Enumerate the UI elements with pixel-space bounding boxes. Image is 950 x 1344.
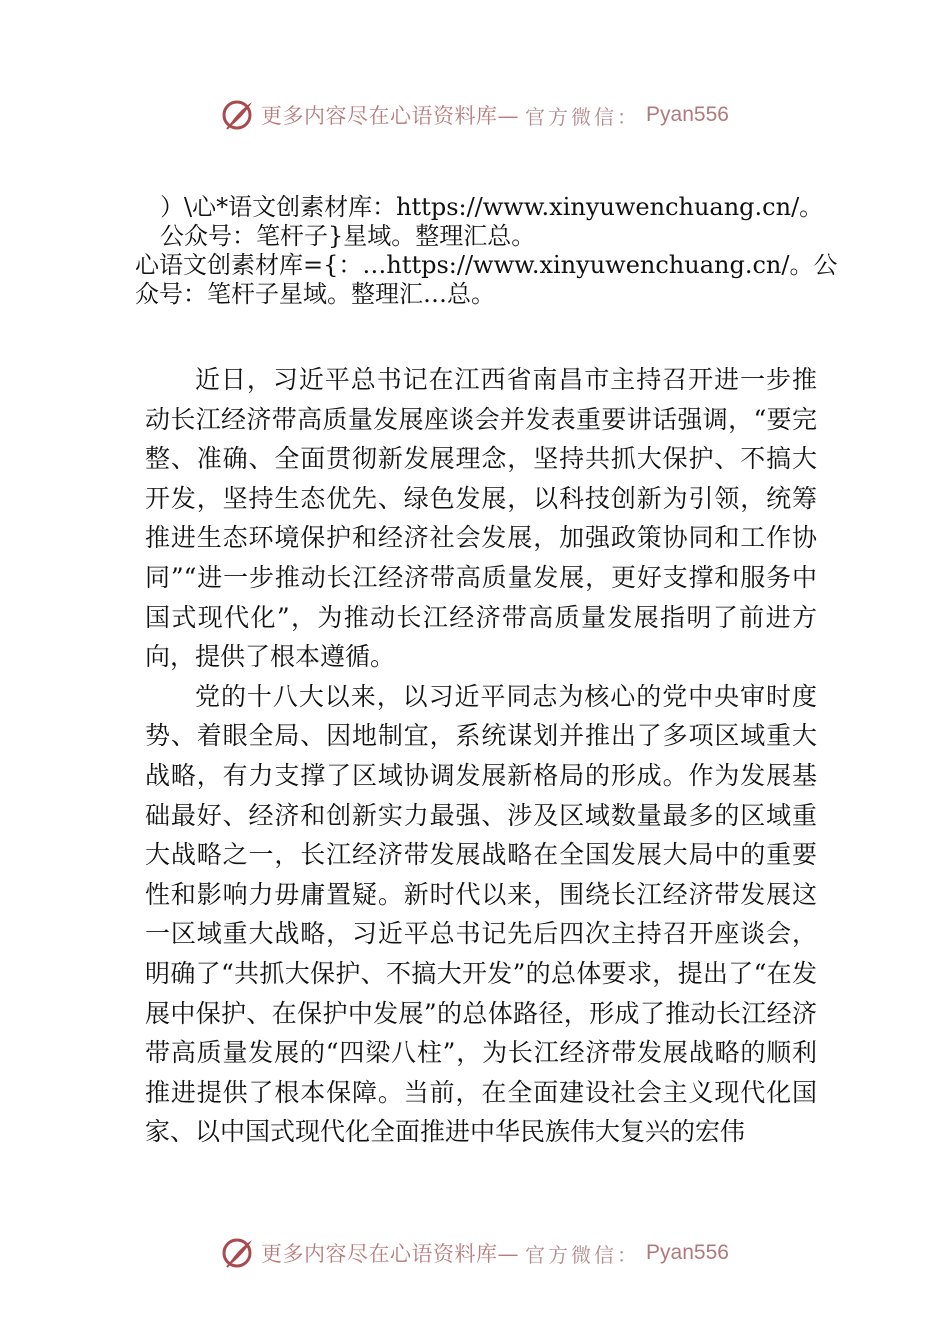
banner-text: 更多内容尽在心语资料库— <box>261 104 520 128</box>
quill-pen-logo-icon <box>221 1236 255 1270</box>
noise-line: 公众号：笔杆子}星域。整理汇总。 <box>160 222 536 250</box>
wechat-label: 官方微信： <box>525 1242 641 1267</box>
paragraph: 党的十八大以来，以习近平同志为核心的党中央审时度势、着眼全局、因地制宜，系统谋划并推出了多项区域重大战略，有力支撑了区域协调发展新格局的形成。作为发展基础最好、经济和创新实力最强、涉及区域数量最多的区域重大战略之一，长江经济带发展战略在全国发展大局中的重要性和影响力毋庸置疑。新时代以来，围绕长江经济带发展这一区域重大战略，习近平总书记先后四次主持召开座谈会， 明确了“共抓大保护、不搞大开发”的总体要求，提出了“在发展中保护、在保护中发展”的总体路径，形成了推动长江经济带高质量发展的“四梁八柱”，为长江经济带发展战略的顺利推进提供了根本保障。当前，在全面建设社会主义现代化国家、以中国式现代化全面推进中华民族伟大复兴的宏伟 <box>145 681 817 1147</box>
noise-line: 众号：笔杆子星域。整理汇…总。 <box>135 280 495 308</box>
quill-pen-logo-icon <box>221 98 255 132</box>
watermark-noise-text <box>135 193 838 309</box>
wechat-id: Pyan556 <box>646 1241 729 1264</box>
wechat-id: Pyan556 <box>646 103 729 126</box>
article-body <box>145 360 817 1152</box>
noise-line: ）\心*语文创素材库：https://www.xinyuwenchuang.cn/。 <box>160 193 824 221</box>
noise-line: 心语文创素材库={：…https://www.xinyuwenchuang.cn/。公 <box>135 251 838 279</box>
header-banner <box>0 95 950 135</box>
wechat-label: 官方微信： <box>525 104 641 129</box>
footer-banner <box>0 1233 950 1273</box>
paragraph: 近日，习近平总书记在江西省南昌市主持召开进一步推动长江经济带高质量发展座谈会并发表重要讲话强调，“要完整、准确、全面贯彻新发展理念，坚持共抓大保护、不搞大开发，坚持生态优先、绿色发展，以科技创新为引领，统筹推进生态环境保护和经济社会发展，加强政策协同和工作协同”“进一步推动长江经济带高质量发展，更好支撑和服务中国式现代化”，为推动长江经济带高质量发展指明了前进方向，提供了根本遵循。 <box>145 365 817 672</box>
banner-text: 更多内容尽在心语资料库— <box>261 1242 520 1266</box>
